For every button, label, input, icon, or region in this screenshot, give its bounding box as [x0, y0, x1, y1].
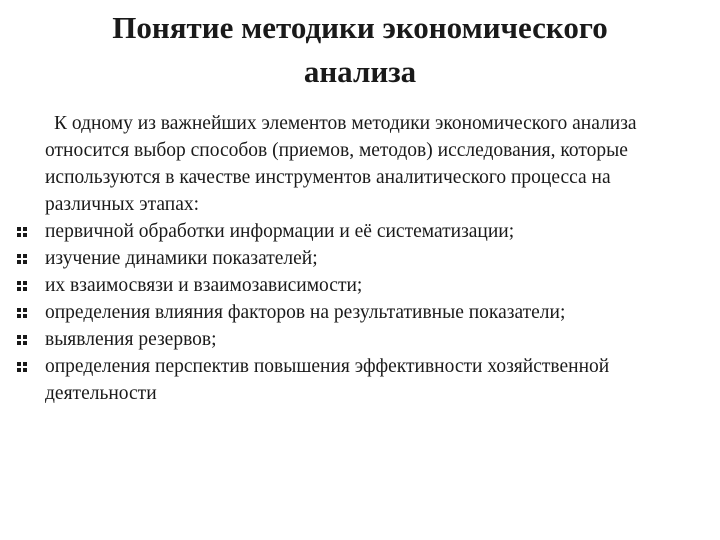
bullet-item [14, 218, 704, 245]
bullet-item [14, 299, 704, 326]
bullet-item [14, 326, 704, 353]
bullet-text: первичной обработки информации и её систематизации; [45, 221, 515, 242]
slide-title-line-2: анализа [303, 54, 417, 89]
square-bullet-icon [17, 335, 27, 345]
square-bullet-icon [17, 308, 27, 318]
bullet-text: их взаимосвязи и взаимозависимости; [45, 275, 363, 296]
bullet-item [14, 245, 704, 272]
bullet-text: определения влияния факторов на результативные показатели; [45, 302, 566, 323]
bullet-text: изучение динамики показателей; [45, 248, 318, 269]
slide-title [40, 6, 680, 94]
bullet-text: определения перспектив повышения эффективности хозяйственной деятельности [45, 356, 610, 404]
square-bullet-icon [17, 362, 27, 372]
square-bullet-icon [17, 281, 27, 291]
slide-title-line-1: Понятие методики экономического [112, 10, 608, 45]
slide-body [14, 110, 704, 407]
bullet-text: выявления резервов; [45, 329, 217, 350]
bullet-item [14, 353, 704, 407]
intro-paragraph: К одному из важнейших элементов методики экономического анализа относится выбор способов (приемов, методов) исследования, которые используются в качестве инструментов аналитического процесса на различных этапах: [45, 113, 637, 215]
square-bullet-icon [17, 254, 27, 264]
bullet-item [14, 272, 704, 299]
square-bullet-icon [17, 227, 27, 237]
bullet-list [14, 218, 704, 407]
